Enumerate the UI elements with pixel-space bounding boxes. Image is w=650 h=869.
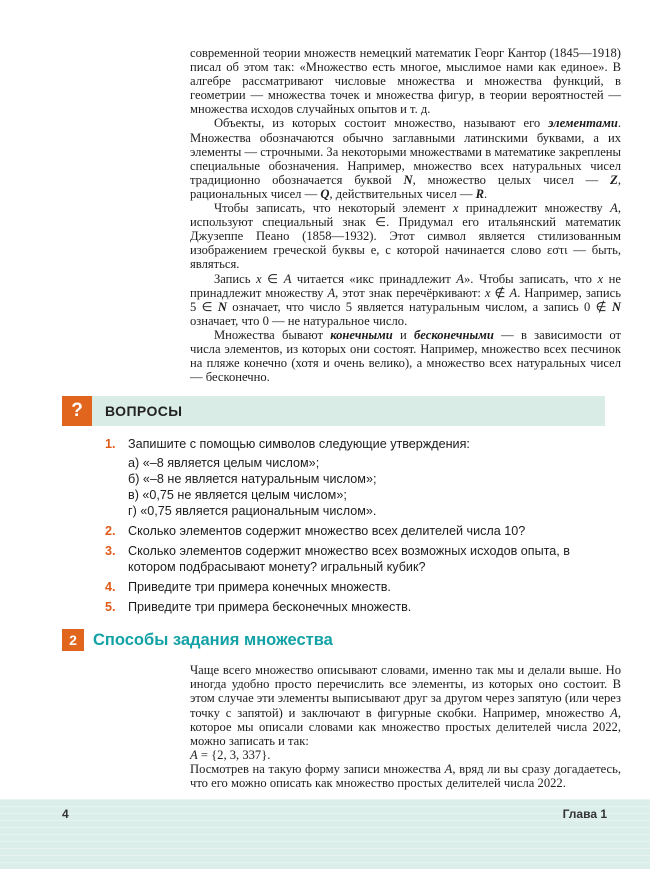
question-number: 1. xyxy=(105,437,116,452)
section-text-block xyxy=(190,663,621,790)
question-item xyxy=(105,580,620,595)
paragraph: Запись x ∈ A читается «икс принадлежит A». Чтобы записать, что x не принадлежит множеству A, этот знак перечёркивают: x ∉ A. Например, запись 5 ∈ N означает, что число 5 является натуральным числом, а запись 0 ∉ N означает, что 0 — не натуральное число. xyxy=(190,271,621,328)
question-text: Приведите три примера бесконечных множеств. xyxy=(128,600,412,615)
question-text: Запишите с помощью символов следующие утверждения: xyxy=(128,437,470,452)
question-text: Сколько элементов содержит множество всех делителей числа 10? xyxy=(128,524,526,539)
question-number: 2. xyxy=(105,524,116,539)
paragraph: Множества бывают конечными и бесконечными — в зависимости от числа элементов, из которых они состоят. Например, множество всех песчинок на пляже конечно (хотя и очень велико), а множество всех натуральных чисел — бесконечно. xyxy=(190,327,621,385)
section-heading xyxy=(62,629,650,651)
intro-text-block xyxy=(190,46,621,384)
page-footer xyxy=(0,799,650,869)
question-item xyxy=(105,600,620,615)
set-formula: A = {2, 3, 337}. xyxy=(190,747,271,762)
question-item xyxy=(105,524,620,539)
paragraph: Чтобы записать, что некоторый элемент x принадлежит множеству A, используют специальный знак ∈. Придумал его итальянский математик Джузеппе Пеано (1858—1932). Этот символ является стилизованным изображением греческой буквы е, с которой начинается слово εστι — быть, являться. xyxy=(190,201,621,272)
questions-list xyxy=(105,437,620,615)
question-number: 3. xyxy=(105,544,116,559)
question-item xyxy=(105,437,620,519)
question-text: Приведите три примера конечных множеств. xyxy=(128,579,391,594)
question-subitem: в) «0,75 не является целым числом»; xyxy=(128,487,347,502)
question-subitem: а) «–8 является целым числом»; xyxy=(128,456,320,471)
section-title: Способы задания множества xyxy=(93,630,333,649)
paragraph: Чаще всего множество описывают словами, именно так мы и делали выше. Но иногда удобно просто перечислить все элементы, из которых оно состоит. В этом случае эти элементы выписывают друг за другом через запятую (или через точку с запятой) и заключают в фигурные скобки. Например, множество A, которое мы описали словами как множество простых делителей числа 2022, можно записать и так: xyxy=(190,663,621,748)
chapter-label: Глава 1 xyxy=(562,807,607,821)
question-number: 4. xyxy=(105,579,116,594)
question-mark-icon: ? xyxy=(62,396,92,426)
question-subitem: б) «–8 не является натуральным числом»; xyxy=(128,472,377,487)
question-subitems xyxy=(128,456,470,518)
question-number: 5. xyxy=(105,600,116,615)
questions-banner-title: ВОПРОСЫ xyxy=(105,403,183,420)
paragraph: современной теории множеств немецкий математик Георг Кантор (1845—1918) писал об этом так: «Множество есть многое, мыслимое нами как единое». В алгебре рассматривают числовые множества и множества функций, в геометрии — множества точек и множества фигур, в теории вероятностей — множества исходов случайных опытов и т. д. xyxy=(190,46,621,117)
page-number: 4 xyxy=(62,807,69,821)
section-number-badge: 2 xyxy=(62,629,84,651)
question-subitem: г) «0,75 является рациональным числом». xyxy=(128,503,377,518)
questions-banner xyxy=(62,396,605,426)
question-item xyxy=(105,544,620,574)
paragraph: Объекты, из которых состоит множество, называют его элементами. Множества обозначаются обычно заглавными латинскими буквами, а их элементы — строчными. За некоторыми множествами в математике закреплены специальные обозначения. Например, множество всех натуральных чисел традиционно обозначается буквой N, множество целых чисел — Z, рациональных чисел — Q, действительных чисел — R. xyxy=(190,116,621,201)
question-text: Сколько элементов содержит множество всех возможных исходов опыта, в котором подбрасывают монету? игральный кубик? xyxy=(128,544,570,574)
paragraph: Посмотрев на такую форму записи множества A, вряд ли вы сразу догадаетесь, что его можно описать как множество простых делителей числа 2022. xyxy=(190,761,621,791)
